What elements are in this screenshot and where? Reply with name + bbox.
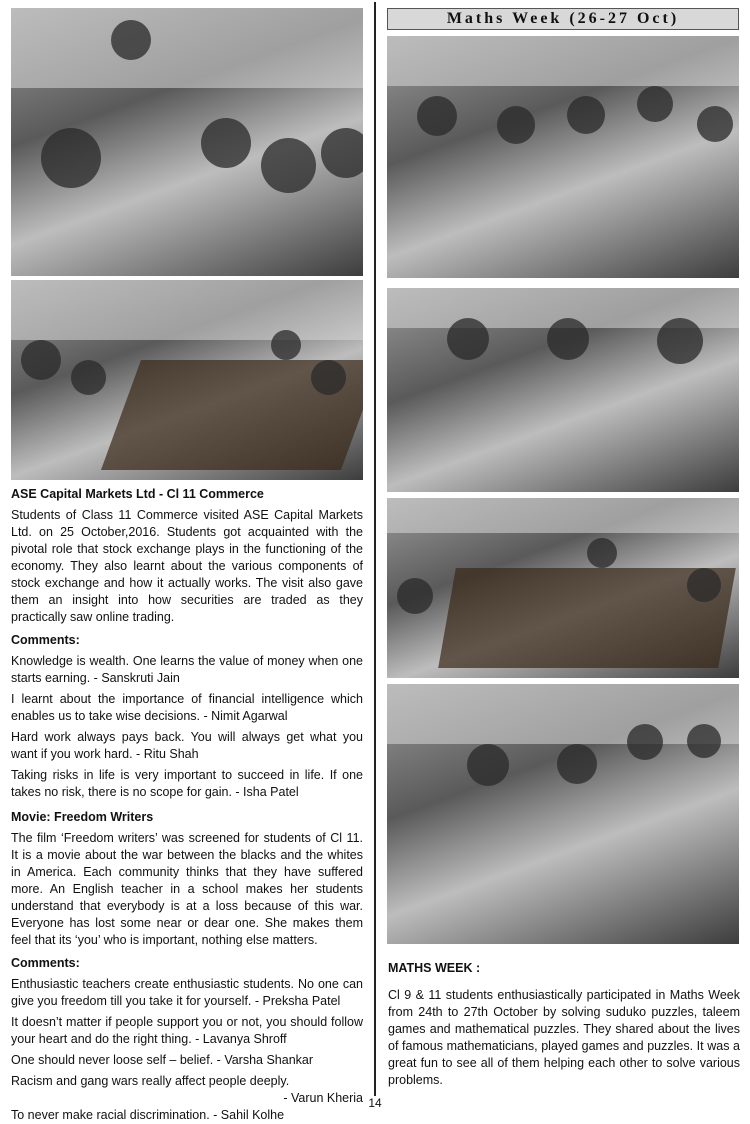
ase-body: Students of Class 11 Commerce visited ASE Capital Markets Ltd. on 25 October,2016. Students got acquainted with the pivotal role that stock exchange plays in the functioning of the economy. They also learnt about the various components of stock exchange and how it actually works. The visit also gave them an insight into how securities are traded as they practically saw online trading.	[11, 508, 363, 624]
maths-week-body: Cl 9 & 11 students enthusiastically participated in Maths Week from 24th to 27th October by solving suduko puzzles, taleem games and mathematical puzzles. They shared about the lives of famous mathematicians, played games and puzzles. It was a great fun to see all of them helping each other to solve various problems.	[388, 988, 740, 1087]
comment-2-4-signature: - Varun Kheria	[283, 1091, 363, 1105]
comments-heading-2: Comments:	[11, 956, 80, 970]
movie-body: The film ‘Freedom writers’ was screened for students of Cl 11. It is a movie about the war between the blacks and the whites in America. Each community thinks that they have suffered more. An English teacher in a school makes her students understand that everybody is at a loss because of this war. Everyone has lost some near or dear one. She makes them feel that its ‘you’ who is important, nothing else matters.	[11, 831, 363, 947]
comment-2-3: One should never loose self – belief. - Varsha Shankar	[11, 1053, 314, 1067]
page-number: 14	[368, 1096, 382, 1110]
maths-week-section	[388, 960, 740, 1089]
comment-1-2: I learnt about the importance of financial intelligence which enables us to take wise decisions. - Nimit Agarwal	[11, 692, 363, 723]
comment-2-2: It doesn’t matter if people support you or not, you should follow your heart and do the right thing. - Lavanya Shroff	[11, 1015, 363, 1046]
comment-1-3: Hard work always pays back. You will always get what you want if you work hard. - Ritu Shah	[11, 730, 363, 761]
comment-2-1: Enthusiastic teachers create enthusiastic students. No one can give you freedom till you take it for yourself. - Preksha Patel	[11, 977, 363, 1008]
maths-week-photo-2	[387, 288, 739, 492]
ase-visit-photo-1	[11, 8, 363, 276]
column-divider	[374, 2, 376, 1096]
comment-1-4: Taking risks in life is very important to succeed in life. If one takes no risk, there is no scope for gain. - Isha Patel	[11, 768, 363, 799]
ase-heading: ASE Capital Markets Ltd - Cl 11 Commerce	[11, 487, 264, 501]
maths-week-photo-4	[387, 684, 739, 944]
ase-visit-photo-2	[11, 280, 363, 480]
comment-2-5: To never make racial discrimination. - Sahil Kolhe	[11, 1108, 285, 1122]
maths-week-photo-3	[387, 498, 739, 678]
maths-week-heading: MATHS WEEK :	[388, 961, 481, 975]
comments-heading-1: Comments:	[11, 633, 80, 647]
movie-heading: Movie: Freedom Writers	[11, 810, 154, 824]
ase-section	[11, 486, 363, 1124]
maths-week-banner: Maths Week (26-27 Oct)	[387, 8, 739, 30]
comment-2-4: Racism and gang wars really affect people deeply.	[11, 1074, 290, 1088]
maths-week-photo-1	[387, 36, 739, 278]
comment-1-1: Knowledge is wealth. One learns the value of money when one starts earning. - Sanskruti Jain	[11, 654, 363, 685]
